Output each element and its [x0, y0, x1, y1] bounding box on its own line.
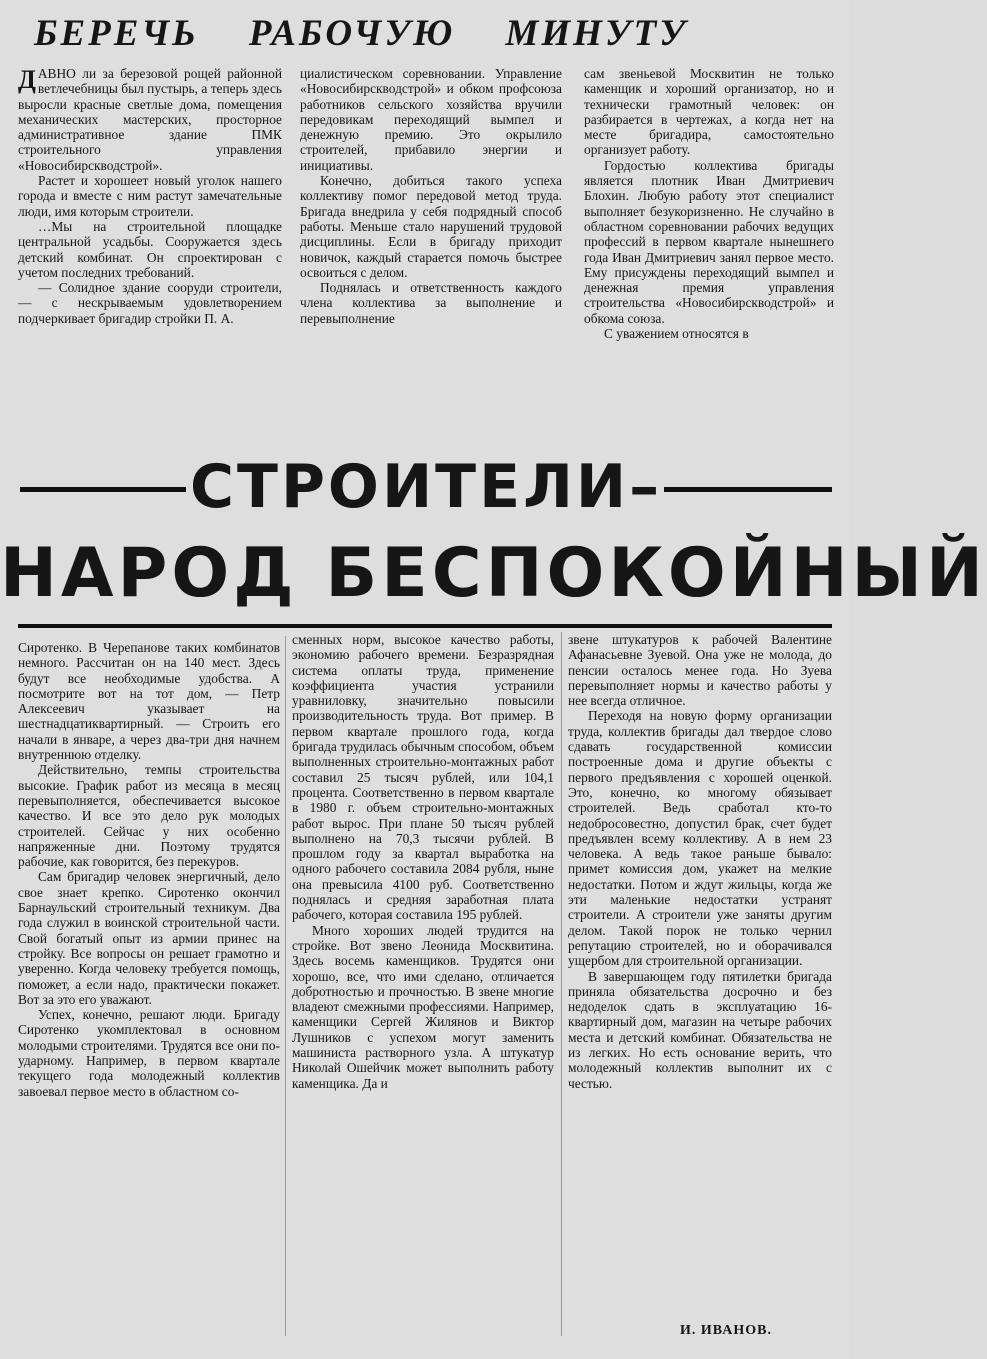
paragraph: С уважением относятся в: [604, 326, 749, 342]
article-bottom-column-2: [292, 632, 554, 1345]
paragraph: Переходя на новую форму организации труда, коллектив бригады дал твердое слово сдавать государственной комиссии построенные дома и другие объекты с первого предъявления с хорошей оценкой. Это, конечно, ко многому обязывает строителей. Ведь сработал кто-то недобросовестно, допустил брак, счет будет предъявлен всему коллективу. А в нем 23 человека. А ведь такое раньше бывало: примет комиссия дом, укажет на мелкие недостатки. Потом и ждут жильцы, когда же эти маленькие недостатки устранят строители. А строители уже заняты другим делом. Такой порок не только чернил репутацию строителей, но и оборачивался ущербом для строительной организации.: [568, 708, 832, 969]
paragraph: Действительно, темпы строительства высокие. График работ из месяца в месяц перевыполняется, обеспечивается высокое качество. И все это дело рук молодых строителей. Сейчас у них особенно напряженные дни. Поэтому трудятся рабочие, как говорится, без перекуров.: [18, 762, 280, 870]
headline-text-1: СТРОИТЕЛИ–: [190, 452, 663, 522]
paragraph: — Солидное здание сооруди строители, — с нескрываемым удовлетворением подчеркивает бригадир стройки П. А.: [18, 280, 282, 326]
rubric-heading: БЕРЕЧЬ РАБОЧУЮ МИНУТУ: [34, 13, 688, 54]
article-bottom-column-3: [568, 632, 832, 1332]
author-signature: И. ИВАНОВ.: [680, 1323, 772, 1338]
headline-line-1: [0, 440, 850, 540]
paragraph-text: АВНО ли за березовой рощей районной ветлечебницы был пустырь, а теперь здесь выросли красные светлые дома, помещения механических мастерских, просторное административное здание ПМК строительного управления «Новосибирскводстрой».: [18, 66, 282, 173]
paragraph: циалистическом соревновании. Управление «Новосибирскводстрой» и обком профсоюза работников сельского хозяйства вручили передовикам переходящий вымпел и денежную премию. Это окрылило строителей, прибавило энергии и инициативы.: [300, 66, 562, 173]
headline-rule-right: [664, 487, 832, 492]
paragraph: Поднялась и ответственность каждого члена коллектива за выполнение и перевыполнение: [300, 280, 562, 326]
paragraph: В завершающем году пятилетки бригада приняла обязательства досрочно и без недоделок сдать в эксплуатацию 16-квартирный дом, магазин на четыре рабочих места и детский комбинат. Обязательства не из легких. Но есть основание верить, что молодежный коллектив выполнит их с честью.: [568, 968, 832, 1091]
article-bottom-column-1: [18, 640, 280, 1345]
headline-rule-left: [20, 487, 186, 492]
section-divider: [18, 624, 832, 628]
paragraph: Успех, конечно, решают люди. Бригаду Сиротенко укомплектовал в основном молодыми строителями. Трудятся все они по-ударному. Например, в первом квартале текущего года молодежный коллектив завоевал первое место в областном со-: [18, 1007, 280, 1099]
paragraph: сменных норм, высокое качество работы, экономию рабочего времени. Безразрядная система оплаты труда, применение коэффициента участия устранили уравниловку, значительно повысили производительность труда. Вот пример. В первом квартале прошлого года, когда бригада трудилась обычным способом, объем выполненных строительно-монтажных работ составил 25 тысяч рублей, или 104,1 процента. Соответственно в первом квартале в 1980 г. объем строительно-монтажных работ вырос. При плане 50 тысяч рублей выполнено на 70,3 тысячи рублей. В прошлом году за квартал выработка на одного рабочего составила 2084 рубля, ныне она превысила 4100 руб. Соответственно поднялась и средняя заработная плата рабочего, которая составила 195 рублей.: [292, 632, 554, 923]
paragraph: Гордостью коллектива бригады является плотник Иван Дмитриевич Блохин. Любую работу этот специалист выполняет безукоризненно. Не случайно в областном соревновании рабочих ведущих профессий в первом квартале нынешнего года Иван Дмитриевич занял первое место. Ему присуждены переходящий вымпел и денежная премия управления строительства «Новосибирскводстрой» и обкома союза.: [584, 157, 834, 326]
paragraph: Сиротенко. В Черепанове таких комбинатов немного. Рассчитан он на 140 мест. Здесь будут все необходимые удобства. А посмотрите вот на тот дом, — Петр Алексеевич указывает на шестнадцатиквартирный. — Строить его начали в январе, а через два-три дня начнем внутреннюю отделку.: [18, 640, 280, 763]
paragraph: сам звеньевой Москвитин не только каменщик и хороший организатор, но и технически грамотный человек: он разбирается в чертежах, а когда нет на месте бригадира, самостоятельно организует работу.: [584, 66, 834, 158]
paragraph: Сам бригадир человек энергичный, дело свое знает крепко. Сиротенко окончил Барнаульский строительный техникум. Два года служил в воинской строительной части. Свой богатый опыт из армии принес на стройку. Все вопросы он решает грамотно и уверенно. Когда человеку требуется помощь, поможет, а если надо, практически покажет. Вот за это его уважают.: [18, 869, 280, 1007]
paragraph: Много хороших людей трудится на стройке. Вот звено Леонида Москвитина. Здесь восемь каменщиков. Трудятся они хорошо, все, что ими сделано, отличается добротностью и прочностью. В звене многие владеют смежными профессиями. Например, каменщики Сергей Жилянов и Виктор Лушников с успехом могут заменить машиниста растворного узла. А штукатур Николай Ошейчик может выполнить работу каменщика. Да и: [292, 922, 554, 1091]
column-divider: [285, 636, 286, 1336]
paragraph: [18, 66, 282, 173]
headline-line-2: НАРОД БЕСПОКОЙНЫЙ: [0, 534, 987, 613]
column-divider: [561, 632, 562, 1336]
paragraph: звене штукатуров к рабочей Валентине Афанасьевне Зуевой. Она уже не молода, до пенсии осталось менее года. Но Зуева перевыполняет нормы и качество работы у нее всегда отличное.: [568, 632, 832, 709]
article-top-column-1: [18, 66, 282, 440]
drop-cap: Д: [18, 65, 36, 94]
paragraph: Конечно, добиться такого успеха коллективу помог передовой метод труда. Бригада внедрила у себя подрядный способ работы. Меньше стало нарушений трудовой дисциплины. Если в бригаду приходит новичок, каждый старается помочь быстрее освоиться с делом.: [300, 173, 562, 280]
article-top-column-2: [300, 66, 562, 440]
article-top-column-3: [584, 66, 834, 440]
paragraph: …Мы на строительной площадке центральной усадьбы. Сооружается здесь детский комбинат. Он спроектирован с учетом последних требований.: [18, 218, 282, 280]
paragraph: Растет и хорошеет новый уголок нашего города и вместе с ним растут замечательные люди, имя которым строители.: [18, 173, 282, 219]
